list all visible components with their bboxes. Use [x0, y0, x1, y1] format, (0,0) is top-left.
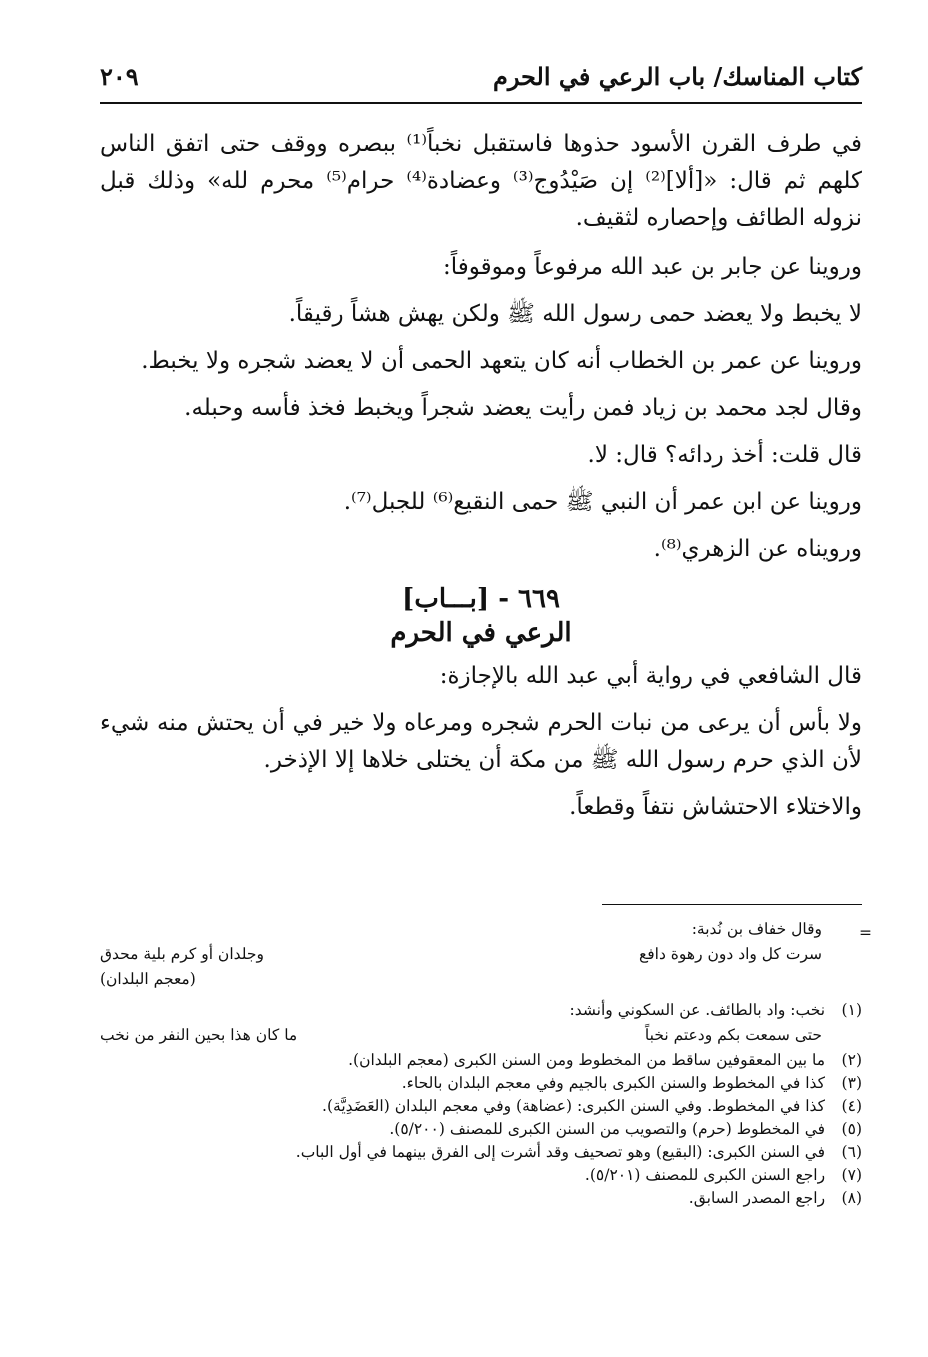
footnote-number: (٨) — [841, 1189, 862, 1207]
running-title: كتاب المناسك/ باب الرعي في الحرم — [492, 62, 862, 91]
main-text — [100, 126, 862, 836]
footnote-text: في المخطوط (حرم) والتصويب من السنن الكبرى للمصنف (٥/٢٠٠). — [389, 1120, 826, 1138]
paragraph-6: قال قلت: أخذ ردائه؟ قال: لا. — [587, 442, 862, 468]
footnote-8 — [100, 1187, 862, 1210]
paragraph-2: وروينا عن جابر بن عبد الله مرفوعاً وموقوفاً: — [443, 254, 862, 280]
footnote-1 — [100, 999, 862, 1022]
footnote-number: (٦) — [841, 1143, 862, 1161]
footnote-1-verse — [100, 1024, 862, 1047]
footnote-number: (٧) — [841, 1166, 862, 1184]
verse-hemistich-1: حتى سمعت بكم ودعتم نخباً — [644, 1026, 822, 1044]
footnote-list — [100, 999, 862, 1210]
paragraph-11: والاختلاء الاحتشاش نتفاً وقطعاً. — [569, 794, 862, 820]
footnote-number: (٢) — [841, 1051, 862, 1069]
book-page — [100, 40, 872, 1330]
paragraph-5: وقال لجد محمد بن زياد فمن رأيت يعضد شجراً ويخبط فخذ فأسه وحبله. — [184, 395, 862, 421]
footnote-continuation — [100, 918, 872, 991]
footnote-text: راجع المصدر السابق. — [688, 1189, 826, 1207]
verse-hemistich-2: وجلدان أو كرم بلية محدق — [100, 945, 264, 963]
chapter-number: ٦٦٩ - [بـــاب] — [402, 584, 560, 614]
chapter-title: الرعي في الحرم — [390, 618, 572, 648]
paragraph-8: ورويناه عن الزهري⁽⁸⁾. — [653, 536, 862, 562]
footnote-number: (٣) — [841, 1074, 862, 1092]
footnote-2 — [100, 1049, 862, 1072]
paragraph-7: وروينا عن ابن عمر أن النبي ﷺ حمى النقيع⁽⁶⁾ للجبل⁽⁷⁾. — [343, 489, 862, 515]
paragraph-10: ولا بأس أن يرعى من نبات الحرم شجره ومرعاه ولا خير في أن يحتش منه شيء لأن الذي حرم رسول الله ﷺ من مكة أن يختلى خلاها إلا الإذخر. — [100, 710, 862, 773]
footnote-7 — [100, 1164, 862, 1187]
footnote-text: كذا في المخطوط. وفي السنن الكبرى: (عضاهة) وفي معجم البلدان (العَضَدِيَّة). — [322, 1097, 826, 1115]
paragraph-3: لا يخبط ولا يعضد حمى رسول الله ﷺ ولكن يهش هشاً رقيقاً. — [288, 301, 862, 327]
header-rule — [100, 102, 862, 104]
footnote-number: (٥) — [841, 1120, 862, 1138]
footnote-number: (١) — [841, 1001, 862, 1019]
footnote-4 — [100, 1095, 862, 1118]
paragraph-4: وروينا عن عمر بن الخطاب أنه كان يتعهد الحمى أن لا يعضد شجره ولا يخبط. — [141, 348, 862, 374]
footnote-text: في السنن الكبرى: (البقيع) وهو تصحيف وقد أشرت إلى الفرق بينهما في أول الباب. — [295, 1143, 826, 1161]
verse-hemistich-2: ما كان هذا بحين النفر من نخب — [100, 1026, 298, 1044]
continuation-intro: وقال خفاف بن نُدبة: — [691, 920, 822, 938]
footnote-text: راجع السنن الكبرى للمصنف (٥/٢٠١). — [584, 1166, 826, 1184]
paragraph-1: في طرف القرن الأسود حذوها فاستقبل نخباً⁽¹⁾ ببصره ووقف حتى اتفق الناس كلهم ثم قال: «[ألا]⁽²⁾ إن صَيْدُوج⁽³⁾ وعضادة⁽⁴⁾ حرام⁽⁵⁾ محرم لله» وذلك قبل نزوله الطائف وإحصاره لثقيف. — [100, 131, 863, 231]
page-number: ٢٠٩ — [100, 62, 139, 91]
footnote-text: نخب: واد بالطائف. عن السكوني وأنشد: — [569, 1001, 826, 1019]
footnote-6 — [100, 1141, 862, 1164]
footnote-rule — [602, 904, 862, 905]
footnote-5 — [100, 1118, 862, 1141]
footnote-text: ما بين المعقوفين ساقط من المخطوط ومن السنن الكبرى (معجم البلدان). — [348, 1051, 826, 1069]
paragraph-9: قال الشافعي في رواية أبي عبد الله بالإجازة: — [439, 663, 862, 689]
verse-hemistich-1: سرت كل واد دون رهوة دافع — [638, 945, 822, 963]
continuation-verse — [100, 943, 862, 966]
footnote-number: (٤) — [841, 1097, 862, 1115]
continuation-mark: = — [859, 924, 872, 942]
footnote-3 — [100, 1072, 862, 1095]
footnotes — [100, 918, 872, 1210]
footnote-text: كذا في المخطوط والسنن الكبرى بالجيم وفي معجم البلدان بالحاء. — [401, 1074, 826, 1092]
continuation-source: (معجم البلدان) — [100, 970, 196, 988]
page-header — [100, 62, 862, 102]
